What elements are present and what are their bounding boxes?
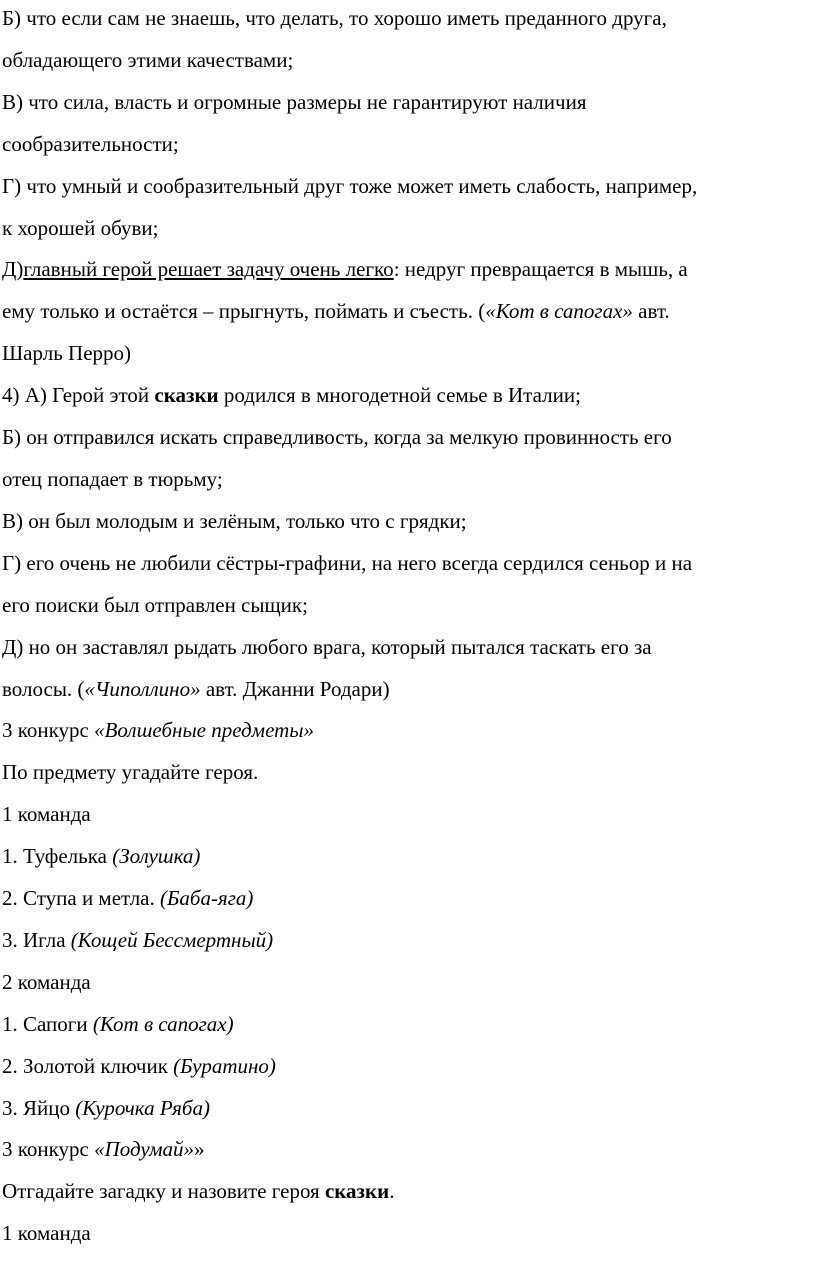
text-segment: ему только и остаётся – прыгнуть, поймать и съесть. ( xyxy=(2,299,486,324)
text-segment: авт. xyxy=(632,299,670,324)
text-line: Г) его очень не любили сёстры-графини, на него всегда сердился сеньор и на xyxy=(2,550,693,575)
item-answer: (Кот в сапогах) xyxy=(92,1011,234,1036)
text-line: В) что сила, власть и огромные размеры не гарантируют наличия xyxy=(2,89,587,114)
list-item xyxy=(2,1088,816,1130)
team-heading: 1 команда xyxy=(2,1221,91,1246)
text-line xyxy=(2,1171,816,1213)
section-heading xyxy=(2,1129,816,1171)
text-line: его поиски был отправлен сыщик; xyxy=(2,592,308,617)
text-line: сообразительности; xyxy=(2,131,179,156)
italic-title: «Кот в сапогах» xyxy=(485,299,633,324)
text-line xyxy=(2,291,816,333)
item-text: 1. Сапоги xyxy=(2,1011,93,1036)
text-segment: : недруг превращается в мышь, а xyxy=(393,257,688,282)
list-item xyxy=(2,836,816,878)
list-item xyxy=(2,1004,816,1046)
text-line xyxy=(2,249,816,291)
text-line: Б) он отправился искать справедливость, когда за мелкую провинность его xyxy=(2,425,672,450)
text-segment: . xyxy=(389,1179,395,1204)
text-segment: родился в многодетной семье в Италии; xyxy=(218,383,581,408)
text-line: Д) но он заставлял рыдать любого врага, который пытался таскать его за xyxy=(2,634,652,659)
underlined-text: главный герой решает задачу очень легко xyxy=(23,257,394,282)
list-item xyxy=(2,920,816,962)
bold-text: сказки xyxy=(154,383,219,408)
team-heading: 2 команда xyxy=(2,969,91,994)
item-text: 3. Яйцо xyxy=(2,1095,76,1120)
text-segment: волосы. ( xyxy=(2,676,85,701)
section-heading xyxy=(2,710,816,752)
text-line: отец попадает в тюрьму; xyxy=(2,466,223,491)
item-text: 2. Ступа и метла. xyxy=(2,886,160,911)
item-text: 3. Игла xyxy=(2,927,71,952)
item-text: 2. Золотой ключик xyxy=(2,1053,174,1078)
text-line: По предмету угадайте героя. xyxy=(2,760,259,785)
item-text: 1. Туфелька xyxy=(2,844,113,869)
text-line: Г) что умный и сообразительный друг тоже может иметь слабость, например, xyxy=(2,173,698,198)
italic-title: «Чиполлино» xyxy=(84,676,201,701)
text-segment: авт. Джанни Родари) xyxy=(200,676,390,701)
italic-title: «Подумай» xyxy=(94,1137,195,1162)
text-line: Б) что если сам не знаешь, что делать, то хорошо иметь преданного друга, xyxy=(2,6,667,30)
text-line xyxy=(2,669,816,711)
item-answer: (Буратино) xyxy=(173,1053,276,1078)
list-item xyxy=(2,1046,816,1088)
bold-text: сказки xyxy=(324,1179,390,1204)
text-segment: 4) А) Герой этой xyxy=(2,383,155,408)
text-segment: Д) xyxy=(2,257,24,282)
team-heading: 1 команда xyxy=(2,802,91,827)
text-line: В) он был молодым и зелёным, только что с грядки; xyxy=(2,508,467,533)
item-answer: (Баба-яга) xyxy=(160,886,254,911)
item-answer: (Кощей Бессмертный) xyxy=(70,927,274,952)
text-line xyxy=(2,375,816,417)
italic-title: «Волшебные предметы» xyxy=(94,718,314,743)
item-answer: (Золушка) xyxy=(112,844,201,869)
text-segment: Отгадайте загадку и назовите героя xyxy=(2,1179,325,1204)
text-line: Шарль Перро) xyxy=(2,341,132,366)
text-segment: 3 конкурс xyxy=(2,718,95,743)
text-segment: 3 конкурс xyxy=(2,1137,95,1162)
text-line: обладающего этими качествами; xyxy=(2,47,294,72)
list-item xyxy=(2,878,816,920)
text-line: к хорошей обуви; xyxy=(2,215,159,240)
text-segment: » xyxy=(194,1137,205,1162)
item-answer: (Курочка Ряба) xyxy=(75,1095,210,1120)
